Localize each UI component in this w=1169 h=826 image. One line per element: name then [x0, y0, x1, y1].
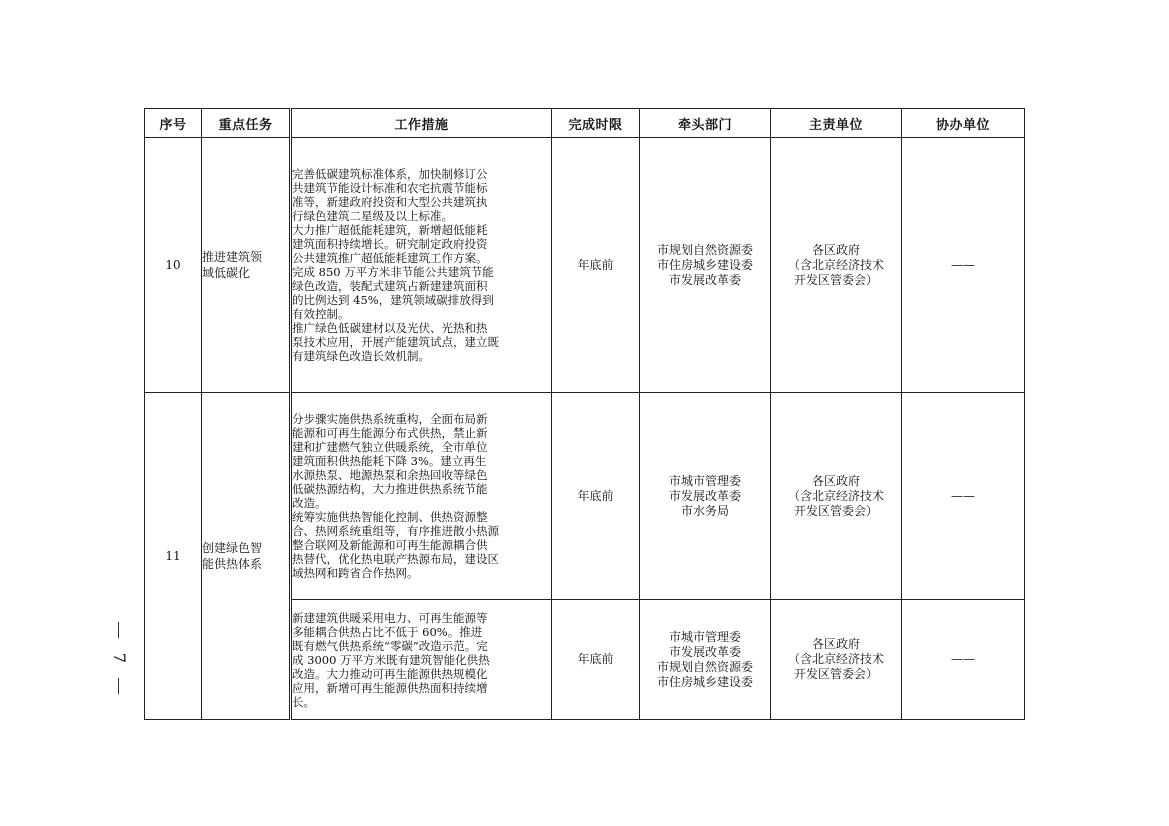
measure-line: 热替代，优化热电联产热源布局，建设区 [292, 552, 499, 566]
page-number-tick [118, 678, 119, 694]
measure-line: 大力推广超低能耗建筑，新增超低能耗 [292, 223, 488, 237]
task-line: 推进建筑领 [202, 250, 263, 264]
measure-line: 合、热网系统重组等，有序推进散小热源 [292, 524, 499, 538]
measure-line: 公共建筑推广超低能耗建筑工作方案。 [292, 251, 488, 265]
measure-line: 推广绿色低碳建材以及光伏、光热和热 [292, 321, 488, 335]
row-measure [291, 600, 552, 720]
assist-value: —— [951, 652, 975, 666]
row-assist [902, 138, 1025, 393]
assist-value: —— [951, 257, 975, 272]
measure-line: 建筑面积供热能耗下降 3%。建立再生 [292, 454, 487, 468]
responsible-line: 开发区管委会） [793, 503, 878, 518]
row-deadline: 年底前 [552, 600, 640, 720]
header-responsible: 主责单位 [771, 109, 902, 138]
row-task [202, 393, 291, 720]
row-lead [640, 393, 771, 600]
row-assist [902, 600, 1025, 720]
row-responsible [771, 138, 902, 393]
task-table [144, 108, 1025, 720]
table-row [145, 393, 1025, 600]
lead-line: 市城市管理委 [668, 473, 741, 488]
row-responsible [771, 393, 902, 600]
measure-line: 低碳热源结构，大力推进供热系统节能 [292, 482, 488, 496]
measure-line: 统筹实施供热智能化控制、供热资源整 [292, 510, 488, 524]
table-row [145, 138, 1025, 393]
header-deadline: 完成时限 [552, 109, 640, 138]
lead-line: 市住房城乡建设委 [656, 257, 753, 272]
measure-line: 多能耦合供热占比不低于 60%。推进 [292, 624, 483, 639]
lead-line: 市水务局 [680, 503, 729, 518]
measure-line: 既有燃气供热系统“零碳”改造示范。完 [292, 638, 488, 653]
row-measure [291, 393, 552, 600]
task-line: 域低碳化 [202, 266, 251, 280]
row-deadline: 年底前 [552, 393, 640, 600]
row-responsible [771, 600, 902, 720]
lead-line: 市住房城乡建设委 [656, 674, 753, 689]
measure-line: 泵技术应用，开展产能建筑试点，建立既 [292, 335, 499, 349]
header-lead: 牵头部门 [640, 109, 771, 138]
task-line: 创建绿色智 [202, 541, 263, 555]
row-deadline: 年底前 [552, 138, 640, 393]
measure-line: 共建筑节能设计标准和农宅抗震节能标 [292, 181, 488, 195]
page-number-marker [104, 622, 134, 694]
measure-line: 准等，新建政府投资和大型公共建筑执 [292, 195, 488, 209]
measure-line: 成 3000 万平方米既有建筑智能化供热 [292, 652, 490, 667]
responsible-line: 开发区管委会） [793, 667, 878, 681]
measure-line: 建和扩建燃气独立供暖系统，全市单位 [292, 440, 488, 454]
measure-line: 分步骤实施供热系统重构，全面布局新 [292, 412, 488, 426]
measure-line: 有建筑绿色改造长效机制。 [292, 349, 430, 363]
row-num: 10 [145, 138, 202, 393]
row-measure [291, 138, 552, 393]
responsible-line: （含北京经济技术 [787, 652, 884, 666]
measure-line: 新建建筑供暖采用电力、可再生能源等 [292, 610, 488, 625]
responsible-line: 开发区管委会） [793, 272, 878, 287]
measure-line: 改造。 [292, 496, 327, 510]
measure-line: 域热网和跨省合作热网。 [292, 566, 419, 580]
responsible-line: 各区政府 [811, 637, 860, 651]
lead-line: 市城市管理委 [668, 629, 741, 644]
measure-line: 完成 850 万平方米非节能公共建筑节能 [292, 265, 494, 279]
lead-line: 市规划自然资源委 [656, 659, 753, 674]
measure-line: 长。 [292, 694, 315, 709]
row-assist [902, 393, 1025, 600]
row-lead [640, 138, 771, 393]
header-assist: 协办单位 [902, 109, 1025, 138]
header-task: 重点任务 [202, 109, 291, 138]
responsible-line: （含北京经济技术 [787, 257, 884, 272]
row-lead [640, 600, 771, 720]
row-task [202, 138, 291, 393]
page-number: 7 [110, 652, 129, 664]
task-line: 能供热体系 [202, 557, 263, 571]
measure-line: 建筑面积持续增长。研究制定政府投资 [292, 237, 488, 251]
lead-line: 市发展改革委 [668, 644, 741, 659]
assist-value: —— [951, 488, 975, 503]
responsible-line: （含北京经济技术 [787, 488, 884, 503]
measure-line: 水源热泵、地源热泵和余热回收等绿色 [292, 468, 488, 482]
header-measure: 工作措施 [291, 109, 552, 138]
responsible-line: 各区政府 [811, 473, 860, 488]
responsible-line: 各区政府 [811, 242, 860, 257]
page-number-tick [118, 622, 119, 638]
measure-line: 有效控制。 [292, 307, 350, 321]
measure-line: 完善低碳建筑标准体系，加快制修订公 [292, 167, 488, 181]
measure-line: 行绿色建筑二星级及以上标准。 [292, 209, 453, 223]
measure-line: 的比例达到 45%，建筑领域碳排放得到 [292, 293, 494, 307]
header-row [145, 109, 1025, 138]
lead-line: 市发展改革委 [668, 488, 741, 503]
measure-line: 能源和可再生能源分布式供热，禁止新 [292, 426, 488, 440]
header-num: 序号 [145, 109, 202, 138]
row-num: 11 [145, 393, 202, 720]
measure-line: 绿色改造，装配式建筑占新建建筑面积 [292, 279, 488, 293]
measure-line: 应用，新增可再生能源供热面积持续增 [292, 680, 488, 695]
lead-line: 市发展改革委 [668, 272, 741, 287]
measure-line: 整合联网及新能源和可再生能源耦合供 [292, 538, 488, 552]
lead-line: 市规划自然资源委 [656, 242, 753, 257]
measure-line: 改造。大力推动可再生能源供热规模化 [292, 666, 488, 681]
